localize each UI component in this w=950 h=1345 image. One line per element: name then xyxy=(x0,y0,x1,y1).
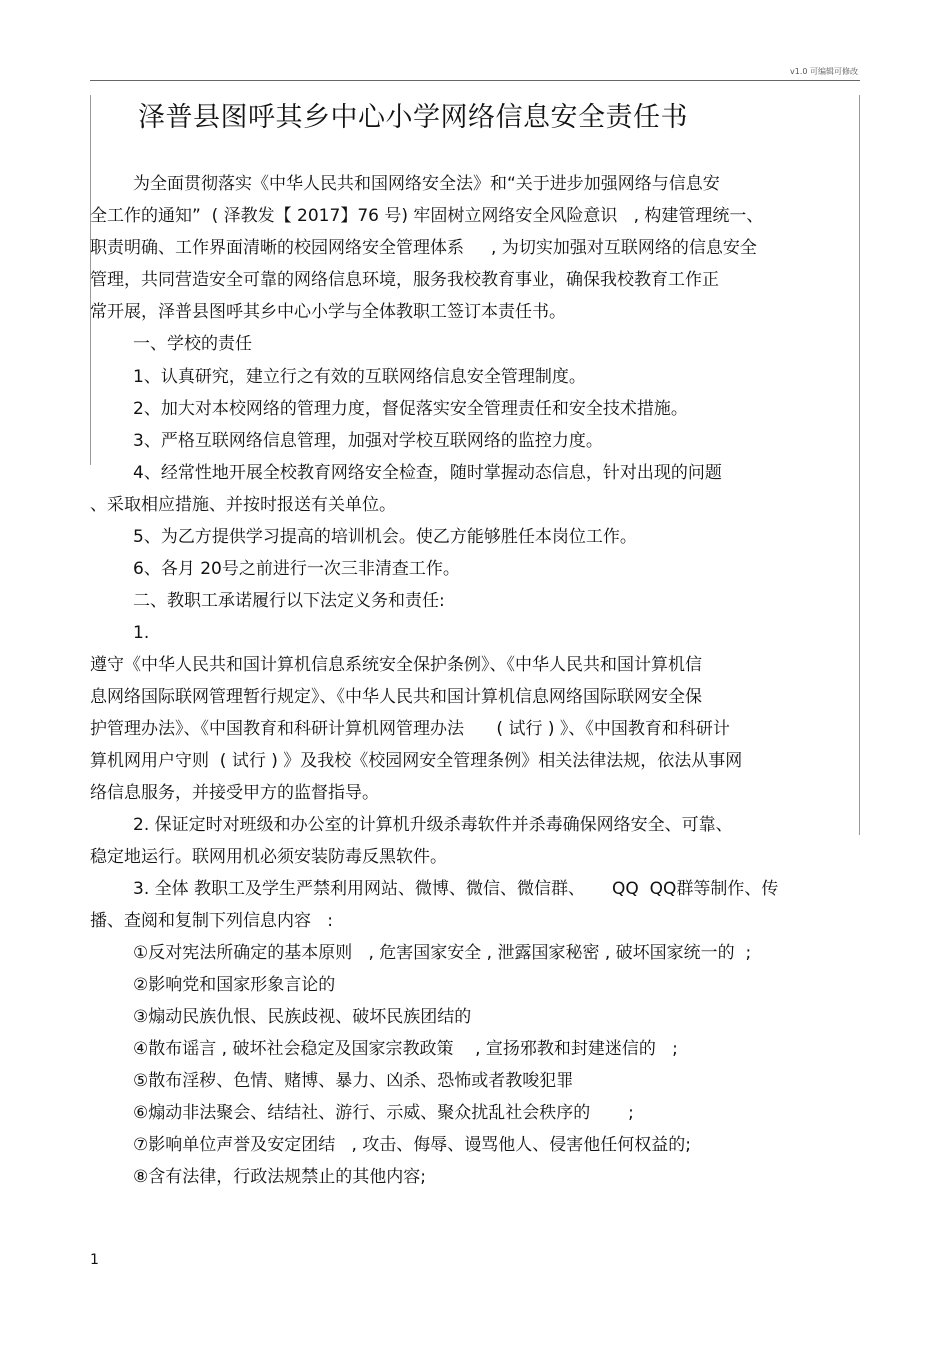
body-line: 络信息服务，并接受甲方的监督指导。 xyxy=(90,783,379,803)
list-item: 5、为乙方提供学习提高的培训机会。使乙方能够胜任本岗位工作。 xyxy=(133,527,637,547)
list-item: 2、加大对本校网络的管理力度，督促落实安全管理责任和安全技术措施。 xyxy=(133,399,688,419)
list-item: ⑧含有法律，行政法规禁止的其他内容; xyxy=(133,1167,426,1187)
list-item: ⑥煽动非法聚会、结结社、游行、示威、聚众扰乱社会秩序的 ; xyxy=(133,1103,634,1123)
list-item: 4、经常性地开展全校教育网络安全检查，随时掌握动态信息，针对出现的问题 xyxy=(133,463,722,483)
section-heading: 一、学校的责任 xyxy=(133,334,252,354)
section-heading: 二、教职工承诺履行以下法定义务和责任: xyxy=(133,591,445,611)
body-line: 算机网用户守则 ( 试行 ) 》及我校《校园网安全管理条例》相关法律法规，依法从事网 xyxy=(90,751,743,771)
page-number: 1 xyxy=(90,1252,99,1268)
body-line: 息网络国际联网管理暂行规定》、《中华人民共和国计算机信息网络国际联网安全保 xyxy=(90,687,702,707)
list-item: ⑤散布淫秽、色情、赌博、暴力、凶杀、恐怖或者教唆犯罪 xyxy=(133,1071,574,1091)
list-item: 6、各月 20号之前进行一次三非清查工作。 xyxy=(133,559,460,579)
version-label: v1.0 可编辑可修改 xyxy=(790,67,858,76)
list-item: 3. 全体 教职工及学生严禁利用网站、微博、微信、微信群、 QQ QQ群等制作、传 xyxy=(133,879,779,899)
list-item: 1. xyxy=(133,623,150,643)
body-line: 职责明确、工作界面清晰的校园网络安全管理体系 , 为切实加强对互联网络的信息安全 xyxy=(90,238,757,258)
body-line: 播、查阅和复制下列信息内容 : xyxy=(90,911,333,931)
list-item: ②影响党和国家形象言论的 xyxy=(133,975,336,995)
list-item: ④散布谣言 , 破坏社会稳定及国家宗教政策 , 宣扬邪教和封建迷信的 ; xyxy=(133,1039,678,1059)
body-line: 遵守《中华人民共和国计算机信息系统安全保护条例》、《中华人民共和国计算机信 xyxy=(90,655,702,675)
body-line: 、采取相应措施、并按时报送有关单位。 xyxy=(90,495,396,515)
document-title: 泽普县图呼其乡中心小学网络信息安全责任书 xyxy=(138,102,688,133)
list-item: 1、认真研究，建立行之有效的互联网络信息安全管理制度。 xyxy=(133,367,586,387)
body-line: 全工作的通知” ( 泽教发【 2017】76 号) 牢固树立网络安全风险意识 , 构建管理统一、 xyxy=(90,206,764,226)
list-item: 3、严格互联网络信息管理，加强对学校互联网络的监控力度。 xyxy=(133,431,603,451)
body-line: 为全面贯彻落实《中华人民共和国网络安全法》和“关于进步加强网络与信息安 xyxy=(133,174,720,194)
list-item: 2. 保证定时对班级和办公室的计算机升级杀毒软件并杀毒确保网络安全、可靠、 xyxy=(133,815,733,835)
header-rule xyxy=(90,80,860,81)
list-item: ③煽动民族仇恨、民族歧视、破坏民族团结的 xyxy=(133,1007,472,1027)
list-item: ①反对宪法所确定的基本原则 , 危害国家安全 , 泄露国家秘密 , 破坏国家统一的 ; xyxy=(133,943,752,963)
right-border-line xyxy=(859,95,860,835)
body-line: 稳定地运行。联网用机必须安装防毒反黑软件。 xyxy=(90,847,447,867)
body-line: 护管理办法》、《中国教育和科研计算机网管理办法 ( 试行 ) 》、《中国教育和科研计 xyxy=(90,719,730,739)
list-item: ⑦影响单位声誉及安定团结 , 攻击、侮辱、谩骂他人、侵害他任何权益的; xyxy=(133,1135,691,1155)
body-line: 管理，共同营造安全可靠的网络信息环境，服务我校教育事业，确保我校教育工作正 xyxy=(90,270,719,290)
body-line: 常开展，泽普县图呼其乡中心小学与全体教职工签订本责任书。 xyxy=(90,302,566,322)
